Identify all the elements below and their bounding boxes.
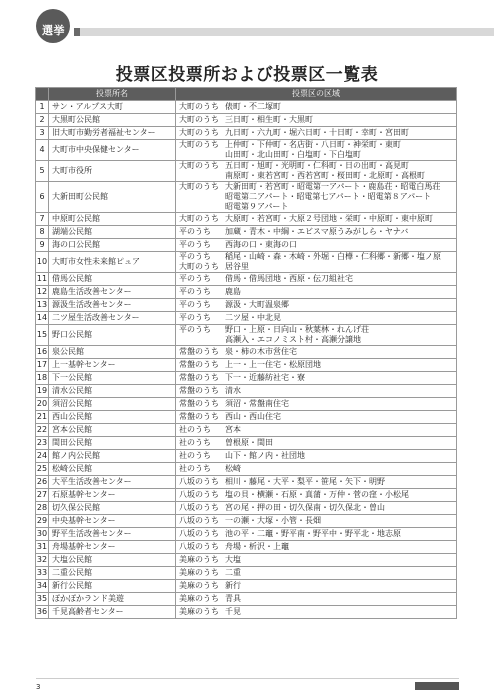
table-row	[36, 161, 457, 182]
table-header-row	[36, 88, 457, 101]
area-line	[176, 412, 456, 422]
table-row	[36, 515, 457, 528]
district-name: 平のうち	[179, 325, 211, 334]
table-row	[36, 567, 457, 580]
area-line	[176, 325, 456, 335]
area-line	[176, 252, 456, 262]
polling-place-name: 野平生活改善センター	[49, 528, 176, 541]
district-area	[176, 489, 457, 502]
table-row	[36, 346, 457, 359]
polling-place-name: 松崎公民館	[49, 463, 176, 476]
table-row	[36, 182, 457, 213]
row-number: 34	[36, 580, 49, 593]
area-line	[176, 161, 456, 171]
polling-place-name: 大塩公民館	[49, 554, 176, 567]
row-number: 36	[36, 606, 49, 619]
row-number: 32	[36, 554, 49, 567]
area-line	[176, 360, 456, 370]
area-line	[176, 171, 456, 181]
town-list: 青具	[225, 594, 241, 603]
district-name: 大町のうち	[179, 115, 219, 124]
town-list: 二ツ屋・中北見	[225, 313, 281, 322]
area-line	[176, 274, 456, 284]
row-number: 18	[36, 372, 49, 385]
district-area	[176, 359, 457, 372]
district-area	[176, 299, 457, 312]
polling-table	[35, 87, 457, 619]
footer-rule	[36, 678, 459, 679]
district-area	[176, 567, 457, 580]
polling-place-name: 大町市役所	[49, 161, 176, 182]
area-line	[176, 347, 456, 357]
area-line	[176, 451, 456, 461]
town-list: 宮の尾・押の田・切久保南・切久保北・曽山	[225, 503, 385, 512]
district-area	[176, 101, 457, 114]
row-number: 1	[36, 101, 49, 114]
table-row	[36, 286, 457, 299]
table-row	[36, 114, 457, 127]
table-row	[36, 424, 457, 437]
area-line	[176, 182, 456, 192]
header-band	[74, 28, 494, 36]
polling-place-name: 源汲生活改善センター	[49, 299, 176, 312]
district-name: 平のうち	[179, 300, 211, 309]
town-list: 新行	[225, 581, 241, 590]
table-row	[36, 213, 457, 226]
district-name: 常盤のうち	[179, 373, 219, 382]
district-area	[176, 411, 457, 424]
row-number: 17	[36, 359, 49, 372]
town-list: 松崎	[225, 464, 241, 473]
area-line	[176, 568, 456, 578]
row-number: 21	[36, 411, 49, 424]
table-row	[36, 593, 457, 606]
polling-place-name: 中原町公民館	[49, 213, 176, 226]
district-area	[176, 554, 457, 567]
polling-place-name: 大平生活改善センター	[49, 476, 176, 489]
town-list: 西山・西山住宅	[225, 412, 281, 421]
table-row	[36, 273, 457, 286]
area-line	[176, 464, 456, 474]
town-list: 相川・藤尾・大平・梨平・笹尾・矢下・明野	[225, 477, 385, 486]
district-name: 平のうち	[179, 274, 211, 283]
district-area	[176, 286, 457, 299]
row-number: 25	[36, 463, 49, 476]
area-line	[176, 287, 456, 297]
district-name: 社のうち	[179, 451, 211, 460]
badge-label: 選挙	[42, 24, 65, 37]
table-row	[36, 312, 457, 325]
polling-place-name: 千見高齢者センター	[49, 606, 176, 619]
row-number: 27	[36, 489, 49, 502]
polling-place-name: 借馬公民館	[49, 273, 176, 286]
polling-place-name: 大黒町公民館	[49, 114, 176, 127]
table-row	[36, 502, 457, 515]
district-area	[176, 312, 457, 325]
town-list: 九日町・六九町・堀六日町・十日町・幸町・宮田町	[225, 128, 409, 137]
district-name	[176, 335, 225, 345]
row-number: 7	[36, 213, 49, 226]
district-area	[176, 226, 457, 239]
polling-place-name: 閏田公民館	[49, 437, 176, 450]
polling-place-name: 大町市女性未来館ピュア	[49, 252, 176, 273]
table-row	[36, 489, 457, 502]
polling-place-name: 大新田町公民館	[49, 182, 176, 213]
polling-place-name: 上一基幹センター	[49, 359, 176, 372]
row-number: 22	[36, 424, 49, 437]
row-number: 10	[36, 252, 49, 273]
town-list: 清水	[225, 386, 241, 395]
town-list: 五日町・旭町・光明町・仁科町・日の出町・高見町	[225, 161, 409, 170]
polling-place-name: 清水公民館	[49, 385, 176, 398]
polling-place-name: 野口公民館	[49, 325, 176, 346]
polling-place-name: 宮本公民館	[49, 424, 176, 437]
town-list: 池の平・二竈・野平南・野平中・野平北・地志原	[225, 529, 401, 538]
district-name: 美麻のうち	[179, 581, 219, 590]
area-line	[176, 140, 456, 150]
header-area: 投票区の区域	[176, 88, 457, 101]
district-area	[176, 140, 457, 161]
area-line	[176, 503, 456, 513]
area-line	[176, 150, 456, 160]
polling-place-name: サン・アルプス大町	[49, 101, 176, 114]
district-name: 大町のうち	[179, 214, 219, 223]
district-name: 常盤のうち	[179, 399, 219, 408]
polling-place-name: 館ノ内公民館	[49, 450, 176, 463]
district-area	[176, 528, 457, 541]
row-number: 23	[36, 437, 49, 450]
table-row	[36, 359, 457, 372]
town-list: 舟場・析沢・上竈	[225, 542, 289, 551]
district-name: 社のうち	[179, 425, 211, 434]
district-area	[176, 182, 457, 213]
area-line	[176, 335, 456, 345]
table-row	[36, 226, 457, 239]
district-area	[176, 450, 457, 463]
district-area	[176, 476, 457, 489]
area-line	[176, 240, 456, 250]
table-row	[36, 101, 457, 114]
town-list: 大原町・若宮町・大原２号団地・栄町・中原町・東中原町	[225, 214, 433, 223]
polling-place-name: 湖端公民館	[49, 226, 176, 239]
district-name: 八坂のうち	[179, 542, 219, 551]
district-name: 平のうち	[179, 227, 211, 236]
district-area	[176, 252, 457, 273]
town-list: 加蔵・青木・中綱・エビスマ原うみがしら・ヤナバ	[225, 227, 409, 236]
district-name: 常盤のうち	[179, 386, 219, 395]
district-area	[176, 515, 457, 528]
district-area	[176, 372, 457, 385]
district-name: 八坂のうち	[179, 490, 219, 499]
town-list: 野口・上原・日向山・秋葉林・れんげ荘	[225, 325, 369, 334]
district-name: 大町のうち	[179, 140, 219, 149]
area-line	[176, 192, 456, 202]
row-number: 28	[36, 502, 49, 515]
district-area	[176, 239, 457, 252]
row-number: 33	[36, 567, 49, 580]
town-list: 俵町・不二塚町	[225, 102, 281, 111]
town-list: 一の瀬・大塚・小管・長畑	[225, 516, 321, 525]
district-name: 平のうち	[179, 240, 211, 249]
district-area	[176, 161, 457, 182]
town-list: 曽根原・閏田	[225, 438, 273, 447]
area-line	[176, 477, 456, 487]
area-line	[176, 115, 456, 125]
district-area	[176, 398, 457, 411]
district-area	[176, 463, 457, 476]
district-name: 平のうち	[179, 313, 211, 322]
area-line	[176, 529, 456, 539]
row-number: 20	[36, 398, 49, 411]
table-row	[36, 411, 457, 424]
table-row	[36, 541, 457, 554]
area-line	[176, 300, 456, 310]
district-area	[176, 213, 457, 226]
district-name: 八坂のうち	[179, 477, 219, 486]
district-name: 常盤のうち	[179, 347, 219, 356]
row-number: 5	[36, 161, 49, 182]
area-line	[176, 581, 456, 591]
row-number: 24	[36, 450, 49, 463]
district-area	[176, 580, 457, 593]
polling-place-name: 新行公民館	[49, 580, 176, 593]
table-row	[36, 385, 457, 398]
area-line	[176, 313, 456, 323]
district-area	[176, 593, 457, 606]
district-area	[176, 325, 457, 346]
district-name: 八坂のうち	[179, 503, 219, 512]
town-list: 昭電第９アパート	[225, 202, 289, 211]
district-name	[176, 171, 225, 181]
row-number: 4	[36, 140, 49, 161]
area-line	[176, 490, 456, 500]
row-number: 30	[36, 528, 49, 541]
polling-place-name: 鹿島生活改善センター	[49, 286, 176, 299]
area-line	[176, 607, 456, 617]
district-area	[176, 385, 457, 398]
polling-place-name: 石原基幹センター	[49, 489, 176, 502]
row-number: 8	[36, 226, 49, 239]
town-list: 居谷里	[225, 262, 249, 271]
area-line	[176, 425, 456, 435]
town-list: 千見	[225, 607, 241, 616]
district-area	[176, 437, 457, 450]
district-name: 平のうち	[179, 287, 211, 296]
header-band-accent	[74, 28, 80, 36]
area-line	[176, 202, 456, 212]
area-line	[176, 262, 456, 272]
town-list: 鹿島	[225, 287, 241, 296]
district-area	[176, 606, 457, 619]
district-area	[176, 114, 457, 127]
town-list: 上仲町・下仲町・名店街・八日町・神栄町・東町	[225, 140, 401, 149]
town-list: 西海の口・東海の口	[225, 240, 297, 249]
town-list: 高瀬入・エコノミスト村・高瀬分譲地	[225, 335, 361, 344]
district-name: 常盤のうち	[179, 412, 219, 421]
table-row	[36, 606, 457, 619]
table-row	[36, 437, 457, 450]
district-area	[176, 127, 457, 140]
district-area	[176, 273, 457, 286]
row-number: 31	[36, 541, 49, 554]
table-row	[36, 140, 457, 161]
town-list: 上一・上一住宅・松原団地	[225, 360, 321, 369]
town-list: 泉・柿の木市営住宅	[225, 347, 297, 356]
district-area	[176, 424, 457, 437]
table-row	[36, 372, 457, 385]
district-name: 平のうち	[179, 252, 211, 261]
row-number: 26	[36, 476, 49, 489]
area-line	[176, 399, 456, 409]
polling-place-name: 中央基幹センター	[49, 515, 176, 528]
area-line	[176, 386, 456, 396]
section-badge	[36, 21, 74, 43]
area-line	[176, 594, 456, 604]
row-number: 16	[36, 346, 49, 359]
area-line	[176, 373, 456, 383]
district-name	[176, 202, 225, 212]
row-number: 3	[36, 127, 49, 140]
polling-place-name: 旧大町市勤労者福祉センター	[49, 127, 176, 140]
table-row	[36, 528, 457, 541]
row-number: 12	[36, 286, 49, 299]
header-no	[36, 88, 49, 101]
row-number: 35	[36, 593, 49, 606]
table-row	[36, 239, 457, 252]
row-number: 13	[36, 299, 49, 312]
table-row	[36, 476, 457, 489]
district-name: 八坂のうち	[179, 529, 219, 538]
district-name: 美麻のうち	[179, 594, 219, 603]
row-number: 11	[36, 273, 49, 286]
district-name: 大町のうち	[179, 262, 219, 271]
row-number: 29	[36, 515, 49, 528]
page-number: 3	[36, 683, 41, 691]
polling-place-name: 切久保公民館	[49, 502, 176, 515]
district-name: 美麻のうち	[179, 568, 219, 577]
polling-place-name: 舟場基幹センター	[49, 541, 176, 554]
polling-place-name: 下一公民館	[49, 372, 176, 385]
town-list: 大新田町・若宮町・昭電第一アパート・鹿島荘・昭電白馬荘	[225, 182, 441, 191]
district-name: 大町のうち	[179, 128, 219, 137]
row-number: 2	[36, 114, 49, 127]
town-list: 塩の貝・横瀬・石原・真蒲・万仲・菅の窪・小松尾	[225, 490, 409, 499]
town-list: 二重	[225, 568, 241, 577]
table-row	[36, 398, 457, 411]
town-list: 南原町・東若宮町・西若宮町・桜田町・北原町・高根町	[225, 171, 425, 180]
district-area	[176, 502, 457, 515]
area-line	[176, 102, 456, 112]
district-name: 大町のうち	[179, 161, 219, 170]
row-number: 19	[36, 385, 49, 398]
district-name	[176, 192, 225, 202]
row-number: 9	[36, 239, 49, 252]
polling-place-name: 須沼公民館	[49, 398, 176, 411]
footer-bar	[415, 682, 459, 690]
polling-place-name: ぽかぽかランド美遊	[49, 593, 176, 606]
area-line	[176, 516, 456, 526]
district-name: 大町のうち	[179, 102, 219, 111]
polling-place-name: 二ツ屋生活改善センター	[49, 312, 176, 325]
district-name: 常盤のうち	[179, 360, 219, 369]
polling-place-name: 海の口公民館	[49, 239, 176, 252]
district-name: 美麻のうち	[179, 607, 219, 616]
town-list: 源汲・大町温泉郷	[225, 300, 289, 309]
row-number: 15	[36, 325, 49, 346]
area-line	[176, 227, 456, 237]
district-area	[176, 346, 457, 359]
page-title: 投票区投票所および投票区一覧表	[115, 65, 379, 85]
area-line	[176, 438, 456, 448]
area-line	[176, 555, 456, 565]
town-list: 借馬・借馬団地・西原・伝刀組社宅	[225, 274, 353, 283]
district-area	[176, 541, 457, 554]
row-number: 14	[36, 312, 49, 325]
town-list: 宮本	[225, 425, 241, 434]
polling-place-name: 大町市中央保健センター	[49, 140, 176, 161]
district-name	[176, 150, 225, 160]
town-list: 稲尾・山崎・森・木崎・外堀・白樺・仁科郷・新郷・塩ノ原	[225, 252, 441, 261]
area-line	[176, 128, 456, 138]
table-row	[36, 450, 457, 463]
table-row	[36, 127, 457, 140]
district-name: 社のうち	[179, 464, 211, 473]
row-number: 6	[36, 182, 49, 213]
table-row	[36, 325, 457, 346]
town-list: 山田町・北山田町・白塩町・下白塩町	[225, 150, 361, 159]
header-name: 投票所名	[49, 88, 176, 101]
table-row	[36, 252, 457, 273]
district-name: 美麻のうち	[179, 555, 219, 564]
town-list: 須沼・常盤南住宅	[225, 399, 289, 408]
table-row	[36, 554, 457, 567]
town-list: 下一・近藤紡社宅・寮	[225, 373, 305, 382]
table-row	[36, 299, 457, 312]
table-row	[36, 463, 457, 476]
town-list: 大塩	[225, 555, 241, 564]
district-name: 大町のうち	[179, 182, 219, 191]
table-row	[36, 580, 457, 593]
table-body	[36, 101, 457, 619]
town-list: 三日町・相生町・大黒町	[225, 115, 313, 124]
town-list: 山下・館ノ内・社団地	[225, 451, 305, 460]
town-list: 昭電第二アパート・昭電第七アパート・昭電第８アパート	[225, 192, 432, 201]
district-name: 社のうち	[179, 438, 211, 447]
area-line	[176, 542, 456, 552]
area-line	[176, 214, 456, 224]
district-name: 八坂のうち	[179, 516, 219, 525]
polling-place-name: 西山公民館	[49, 411, 176, 424]
polling-place-name: 泉公民館	[49, 346, 176, 359]
polling-place-name: 二重公民館	[49, 567, 176, 580]
